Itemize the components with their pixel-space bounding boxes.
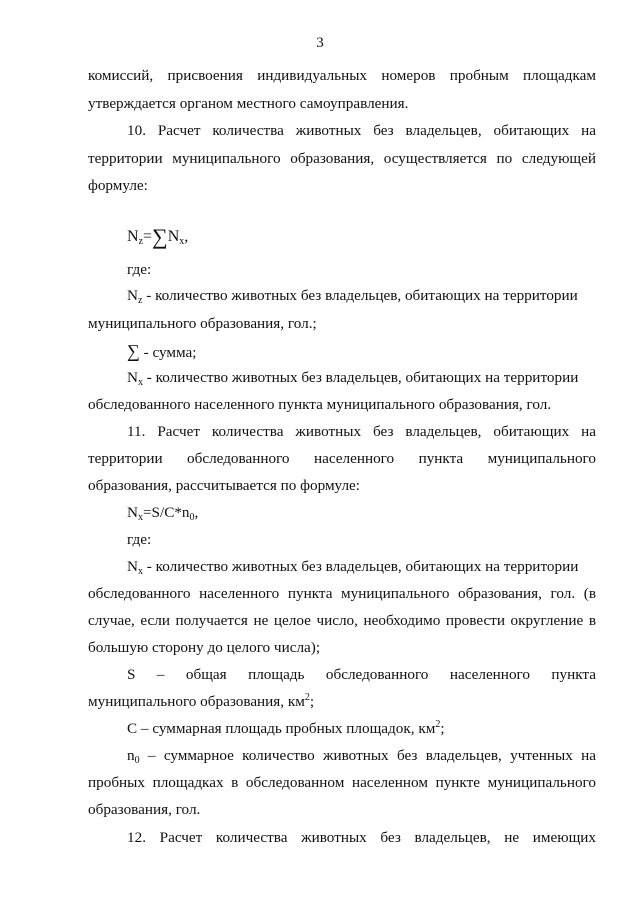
text-line: обследованного населенного пункта муниципального образования, гол. (в <box>88 586 596 602</box>
formula-punct: , <box>184 228 189 245</box>
subscript: z <box>137 295 143 306</box>
punct: ; <box>309 693 315 710</box>
formula-subscript: z <box>138 236 144 247</box>
formula-expression: =S/C*n <box>142 504 190 521</box>
definition-nx <box>127 369 596 388</box>
definition-text: - количество животных без владельцев, обитающих на территории <box>142 369 579 386</box>
punct: ; <box>440 720 445 737</box>
definition-s: S – общая площадь обследованного населенного пункта <box>127 667 596 683</box>
formula-symbol: N <box>127 228 139 245</box>
formula-nx <box>127 504 596 523</box>
formula-symbol: N <box>127 504 138 521</box>
definition-c <box>127 721 596 736</box>
text-line: утверждается органом местного самоуправления. <box>88 95 409 112</box>
symbol: N <box>127 558 138 575</box>
definition-text: муниципального образования, км <box>88 693 305 710</box>
formula-subscript: x <box>137 512 143 523</box>
text-line: муниципального образования, гол.; <box>88 315 317 332</box>
text-line: случае, если получается не целое число, необходимо провести округление в <box>88 613 596 629</box>
definition-text: - сумма; <box>139 344 197 361</box>
text-line: большую сторону до целого числа); <box>88 639 321 656</box>
formula-subscript: x <box>179 236 185 247</box>
where-label: где: <box>127 531 152 548</box>
definition-sigma <box>127 342 596 360</box>
paragraph-11-line: территории обследованного населенного пункта муниципального <box>88 451 596 467</box>
page-number: 3 <box>316 35 324 51</box>
paragraph-11-line: 11. Расчет количества животных без владельцев, обитающих на <box>127 424 596 440</box>
formula-subscript: 0 <box>189 512 195 523</box>
superscript: 2 <box>435 719 441 730</box>
definition-text: – суммарное количество животных без владельцев, учтенных на <box>139 748 596 764</box>
sigma-symbol: ∑ <box>152 224 168 249</box>
paragraph-10-line: территории муниципального образования, осуществляется по следующей <box>88 151 596 167</box>
formula-punct: , <box>194 504 199 521</box>
sigma-symbol: ∑ <box>127 341 140 361</box>
definition-nx-2 <box>127 558 596 577</box>
definition-s-cont <box>88 694 596 709</box>
formula-equals: = <box>143 228 153 245</box>
definition-text: - количество животных без владельцев, обитающих на территории <box>142 287 578 304</box>
symbol: n <box>127 748 135 764</box>
subscript: x <box>137 377 143 388</box>
definition-nz <box>127 287 596 306</box>
text-line: комиссий, присвоения индивидуальных номеров пробным площадкам <box>88 68 596 84</box>
text-line: пробных площадках в обследованном населенном пункте муниципального <box>88 775 596 791</box>
definition-text: - количество животных без владельцев, обитающих на территории <box>142 558 579 575</box>
paragraph-10-line: формуле: <box>88 177 148 194</box>
where-label: где: <box>127 261 152 278</box>
superscript: 2 <box>304 692 310 703</box>
paragraph-10-line: 10. Расчет количества животных без владельцев, обитающих на <box>127 123 596 139</box>
paragraph-12-line: 12. Расчет количества животных без владельцев, не имеющих <box>127 830 596 846</box>
definition-text: С – суммарная площадь пробных площадок, км <box>127 720 436 737</box>
text-line: образования, гол. <box>88 801 201 818</box>
definition-n0 <box>127 748 596 765</box>
formula-nz-sum <box>127 226 188 248</box>
formula-symbol: N <box>167 228 180 245</box>
text-line: обследованного населенного пункта муниципального образования, гол. <box>88 396 552 413</box>
paragraph-11-line: образования, рассчитывается по формуле: <box>88 477 361 494</box>
subscript: x <box>137 566 143 577</box>
subscript: 0 <box>134 755 140 765</box>
symbol: N <box>127 369 138 386</box>
symbol: N <box>127 287 138 304</box>
